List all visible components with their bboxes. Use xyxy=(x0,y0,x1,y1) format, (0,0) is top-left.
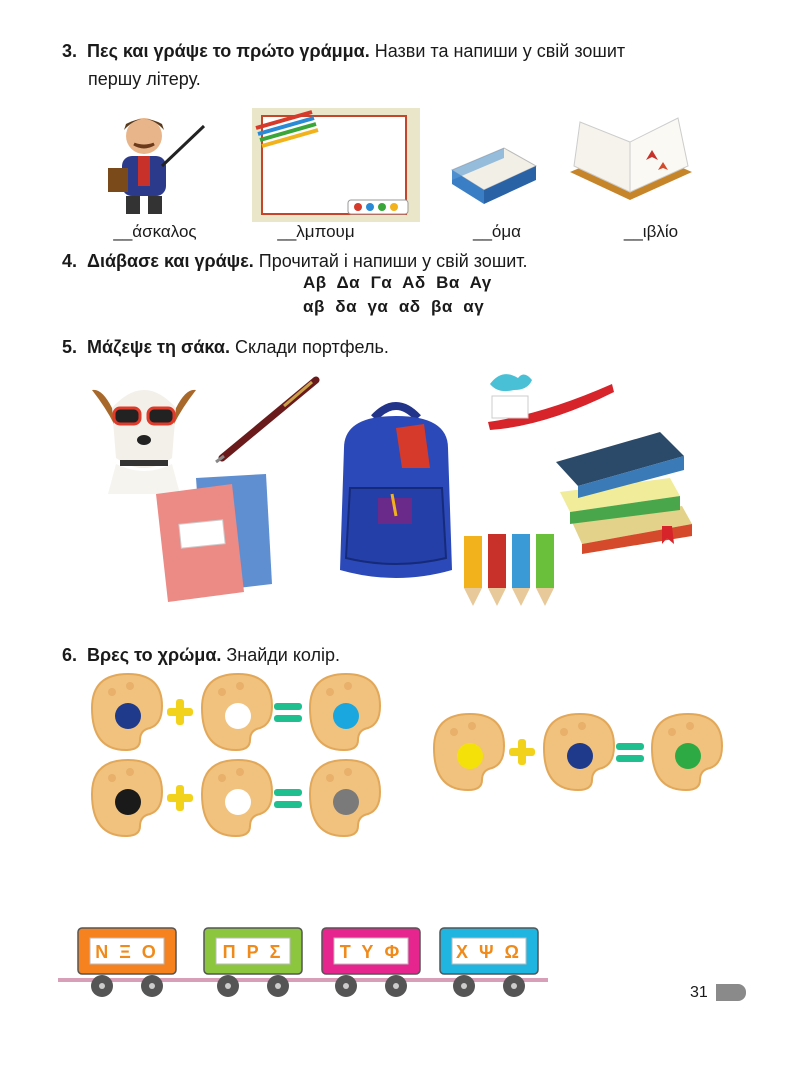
task-4-number: 4. xyxy=(62,251,78,271)
wagon-label-1: Π Ρ Σ xyxy=(222,942,284,962)
train-wagon-0 xyxy=(78,928,176,997)
word-teacher: __άσκαλος xyxy=(113,222,197,241)
task-3-number: 3. xyxy=(62,41,78,61)
page-tab-marker xyxy=(716,984,746,1001)
letters-lowercase-row: αβ δα γα αδ βα αγ xyxy=(303,297,485,316)
task-5-text: Склади портфель. xyxy=(229,337,389,357)
word-album: __λμπουμ xyxy=(277,222,355,241)
task-5-number: 5. xyxy=(62,337,78,357)
wagon-label-0: Ν Ξ Ο xyxy=(95,942,159,962)
train-wagon-2 xyxy=(322,928,420,997)
wagon-label-2: Τ Υ Φ xyxy=(339,942,403,962)
task-3-title: Πες και γράψε το πρώτο γράμμα. xyxy=(87,41,370,61)
word-book: __ιβλίο xyxy=(623,222,679,241)
task-4-title: Διάβασε και γράψε. xyxy=(87,251,254,271)
task-6-title: Βρες το χρώμα. xyxy=(87,645,222,665)
letters-uppercase-row: Αβ Δα Γα Αδ Βα Αγ xyxy=(303,273,492,292)
wagon-label-3: Χ Ψ Ω xyxy=(455,942,523,962)
task-6-text: Знайди колір. xyxy=(221,645,341,665)
page-number: 31 xyxy=(690,984,708,1001)
train-wagon-3 xyxy=(440,928,538,997)
task-3-text-line2: першу літеру. xyxy=(88,69,201,89)
task-4-text: Прочитай і напиши у свій зошит. xyxy=(253,251,528,271)
task-3-text: Назви та напиши у свій зошит xyxy=(369,41,626,61)
word-eraser: __όμα xyxy=(473,222,521,241)
task-5-title: Μάζεψε τη σάκα. xyxy=(87,337,230,357)
train-wagon-1 xyxy=(204,928,302,997)
task-6-number: 6. xyxy=(62,645,78,665)
